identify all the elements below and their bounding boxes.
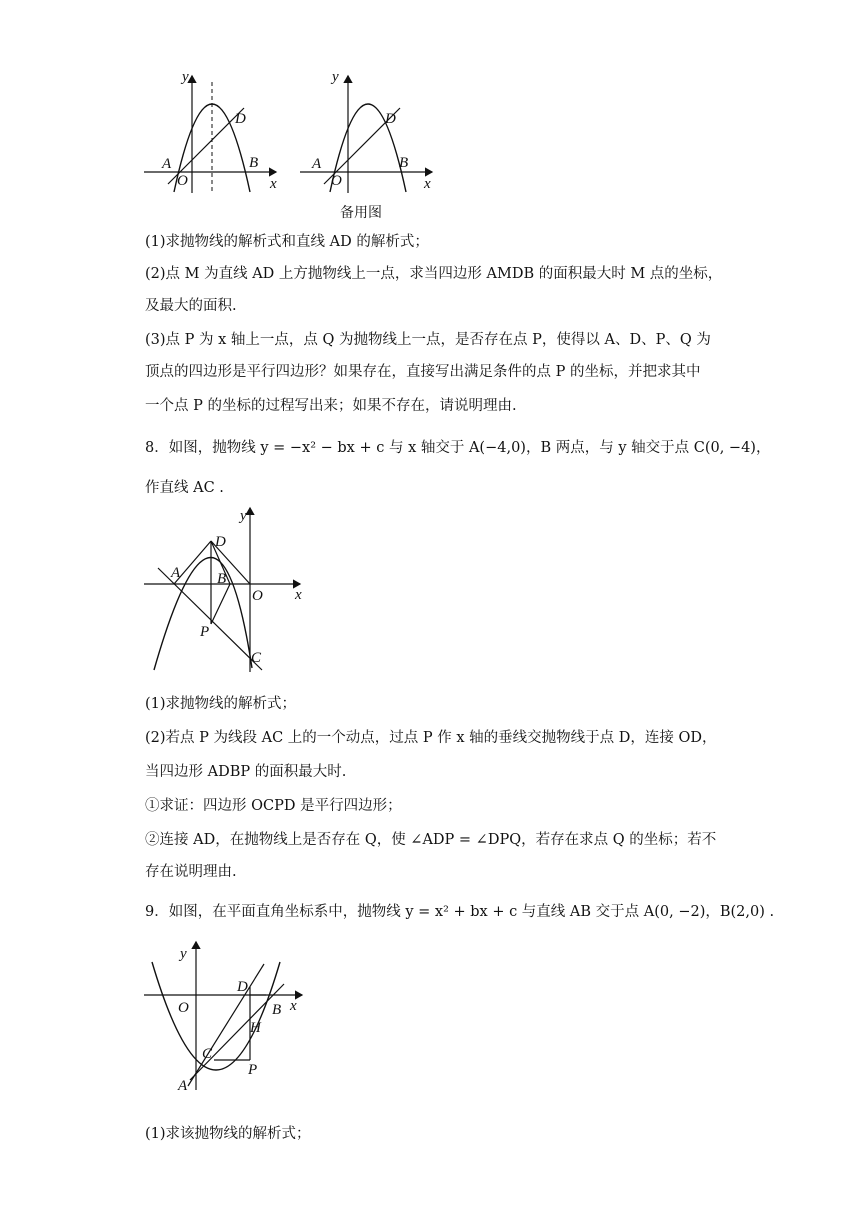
- figure-q7-spare: [296, 68, 446, 198]
- q8-sub2-line2: 存在说明理由.: [145, 864, 237, 880]
- q8-stem-line1: 8．如图，抛物线 y = −x² − bx + c 与 x 轴交于 A(−4,0)，B 两点，与 y 轴交于点 C(0, −4)，: [145, 440, 771, 456]
- label-p: P: [200, 624, 210, 640]
- label-x: x: [270, 176, 277, 192]
- label-a: A: [162, 156, 172, 172]
- label-c: C: [202, 1046, 213, 1062]
- figure-q7-main: [140, 68, 290, 198]
- spare-figure-caption: 备用图: [340, 205, 382, 221]
- line-ac: [158, 568, 262, 670]
- q8-sub1: ①求证：四边形 OCPD 是平行四边形；: [145, 798, 402, 814]
- label-b: B: [249, 155, 259, 171]
- parabola: [154, 557, 252, 670]
- q8-sub2-line1: ②连接 AD，在抛物线上是否存在 Q，使 ∠ADP = ∠DPQ，若存在求点 Q 的坐标；若不: [145, 832, 717, 848]
- label-x: x: [295, 587, 302, 603]
- label-o: O: [331, 173, 342, 189]
- label-d: D: [237, 979, 248, 995]
- q8-part2-line1: (2)若点 P 为线段 AC 上的一个动点，过点 P 作 x 轴的垂线交抛物线于点 D，连接 OD，: [145, 730, 717, 746]
- label-y: y: [332, 69, 339, 85]
- label-b: B: [272, 1002, 282, 1018]
- label-p: P: [248, 1062, 258, 1078]
- label-a: A: [171, 565, 181, 581]
- label-o: O: [177, 173, 188, 189]
- q8-stem-line2: 作直线 AC .: [145, 480, 224, 496]
- q9-stem-line1: 9．如图，在平面直角坐标系中，抛物线 y = x² + bx + c 与直线 AB 交于点 A(0, −2)，B(2,0) .: [145, 904, 775, 920]
- label-y: y: [182, 69, 189, 85]
- q7-part3-line1: (3)点 P 为 x 轴上一点，点 Q 为抛物线上一点，是否存在点 P，使得以 A、D、P、Q 为: [145, 332, 711, 348]
- segment-bp: [211, 584, 230, 624]
- label-d: D: [215, 534, 226, 550]
- q8-part2-line2: 当四边形 ADBP 的面积最大时.: [145, 764, 347, 780]
- q9-part1: (1)求该抛物线的解析式；: [145, 1126, 311, 1142]
- label-d: D: [235, 111, 246, 127]
- q7-part2-line2: 及最大的面积.: [145, 298, 237, 314]
- label-d: D: [385, 111, 396, 127]
- label-a: A: [312, 156, 322, 172]
- q8-part1: (1)求抛物线的解析式；: [145, 696, 297, 712]
- q7-part3-line2: 顶点的四边形是平行四边形？如果存在，直接写出满足条件的点 P 的坐标，并把求其中: [145, 364, 701, 380]
- label-y: y: [180, 946, 187, 962]
- label-h: H: [250, 1020, 261, 1036]
- label-x: x: [290, 998, 297, 1014]
- label-o: O: [178, 1000, 189, 1016]
- label-y: y: [240, 508, 247, 524]
- label-a: A: [178, 1078, 188, 1094]
- label-b: B: [217, 571, 227, 587]
- figure-q9: [140, 940, 315, 1100]
- figure-q8: [140, 502, 320, 677]
- q7-part2-line1: (2)点 M 为直线 AD 上方抛物线上一点，求当四边形 AMDB 的面积最大时 M 点的坐标，: [145, 266, 723, 282]
- label-c: C: [251, 650, 262, 666]
- label-o: O: [252, 588, 263, 604]
- line-ab: [190, 984, 284, 1080]
- q7-part1: (1)求抛物线的解析式和直线 AD 的解析式；: [145, 234, 429, 250]
- label-x: x: [424, 176, 431, 192]
- label-b: B: [399, 155, 409, 171]
- q7-part3-line3: 一个点 P 的坐标的过程写出来；如果不存在，请说明理由.: [145, 398, 517, 414]
